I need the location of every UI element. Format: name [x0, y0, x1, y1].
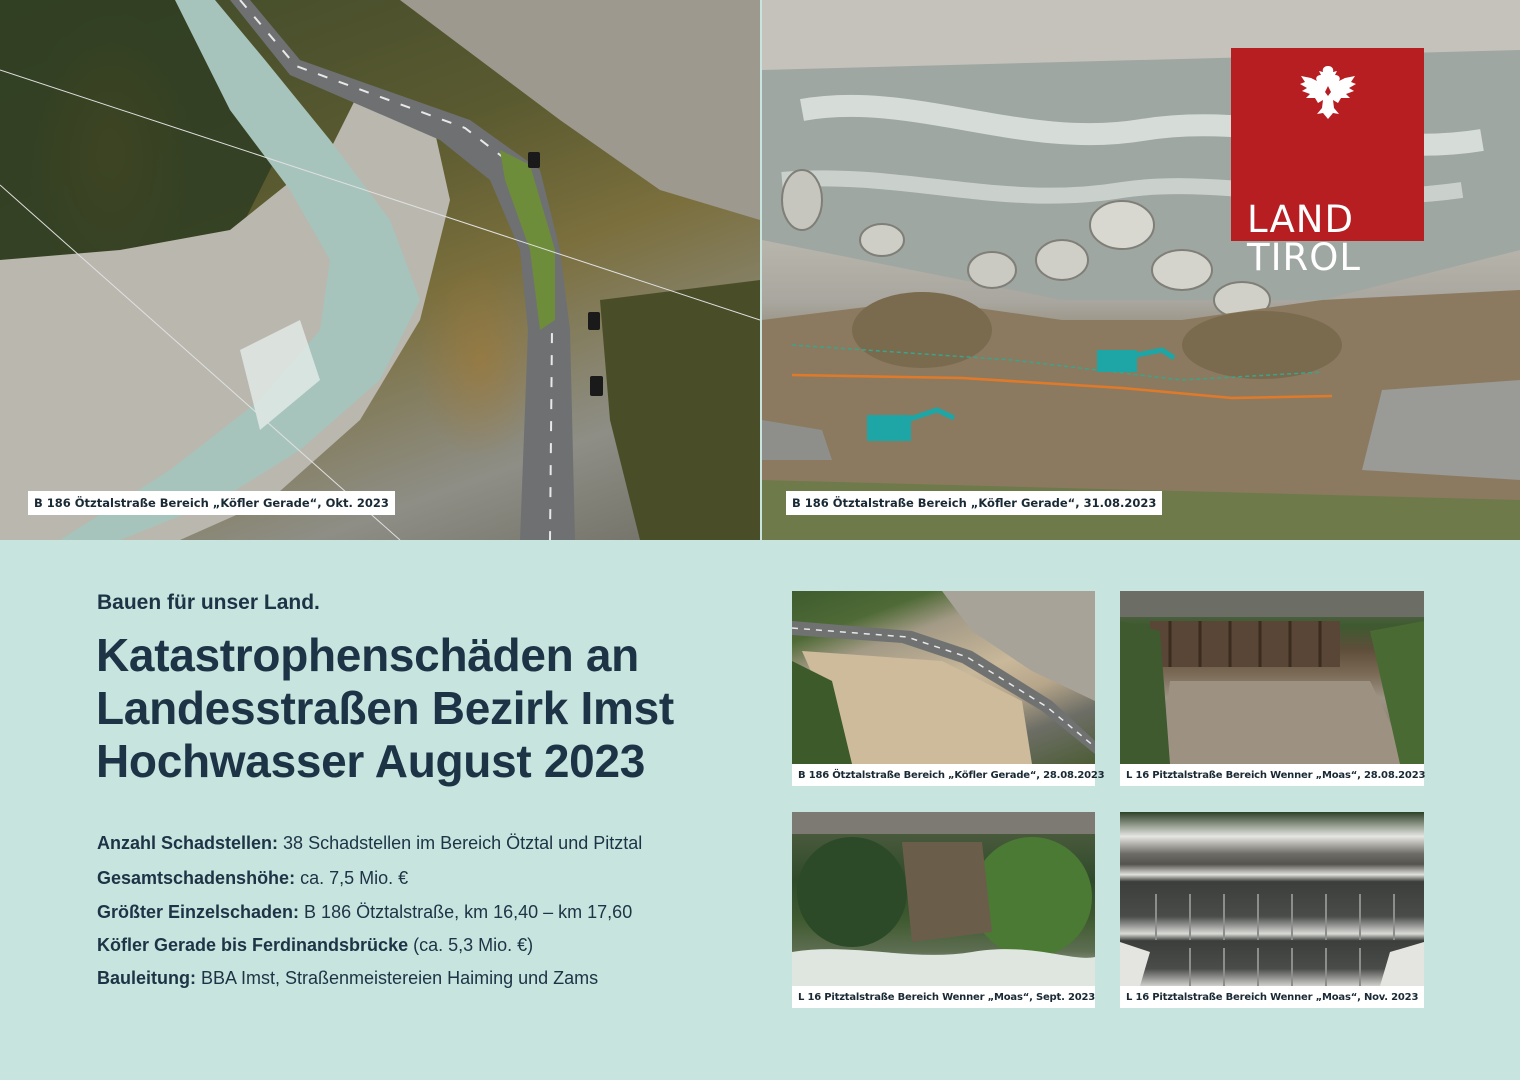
fact-label: Größter Einzelschaden:	[97, 902, 300, 922]
photo-caption: B 186 Ötztalstraße Bereich „Köfler Gerade“, Okt. 2023	[28, 491, 395, 515]
fact-section-cost	[97, 933, 533, 957]
logo-text-tirol: TIROL	[1247, 236, 1361, 279]
land-tirol-logo	[1231, 48, 1424, 279]
fact-site-management	[97, 966, 598, 990]
fact-value: B 186 Ötztalstraße, km 16,40 – km 17,60	[299, 902, 633, 922]
photo-caption: L 16 Pitztalstraße Bereich Wenner „Moas“, Nov. 2023	[1120, 988, 1424, 1008]
headline-line-2: Landesstraßen Bezirk Imst	[96, 682, 674, 734]
photo-forest-slope-repair	[792, 812, 1095, 1008]
photo-caption: B 186 Ötztalstraße Bereich „Köfler Gerade“, 31.08.2023	[786, 491, 1162, 515]
fact-label: Anzahl Schadstellen:	[97, 833, 279, 853]
fact-value: 38 Schadstellen im Bereich Ötztal und Pitztal	[278, 833, 643, 853]
tyrolean-eagle-icon	[1297, 62, 1359, 124]
tagline: Bauen für unser Land.	[97, 591, 320, 614]
photo-rebuilt-wall-drawing	[1120, 812, 1424, 986]
photo-landslide-drawing	[792, 591, 1095, 764]
photo-caption: L 16 Pitztalstraße Bereich Wenner „Moas“, 28.08.2023	[1120, 766, 1424, 786]
photo-caption: B 186 Ötztalstraße Bereich „Köfler Gerade“, 28.08.2023	[792, 766, 1095, 786]
fact-label: Gesamtschadenshöhe:	[97, 868, 296, 888]
photo-rebuilt-wall-snow	[1120, 812, 1424, 1008]
fact-label: Bauleitung:	[97, 968, 196, 988]
fact-total-damage	[97, 866, 408, 890]
fact-value: (ca. 5,3 Mio. €)	[408, 935, 534, 955]
logo-text-land: LAND	[1247, 198, 1354, 241]
fact-label: Köfler Gerade bis Ferdinandsbrücke	[97, 935, 409, 955]
fact-value: BBA Imst, Straßenmeistereien Haiming und Zams	[196, 968, 599, 988]
photo-retaining-wall-drawing	[1120, 591, 1424, 764]
photo-retaining-wall-collapse	[1120, 591, 1424, 786]
photo-landslide-road	[792, 591, 1105, 786]
fact-value: ca. 7,5 Mio. €	[295, 868, 409, 888]
photo-forest-slope-drawing	[792, 812, 1095, 986]
fact-largest-damage	[97, 900, 632, 924]
headline-line-3: Hochwasser August 2023	[96, 735, 646, 787]
photo-road-river-october-drawing	[0, 0, 760, 540]
fact-damage-count	[97, 831, 642, 855]
photo-road-river-october	[0, 0, 760, 540]
headline-line-1: Katastrophenschäden an	[96, 629, 639, 681]
photo-caption: L 16 Pitztalstraße Bereich Wenner „Moas“, Sept. 2023	[792, 988, 1095, 1008]
